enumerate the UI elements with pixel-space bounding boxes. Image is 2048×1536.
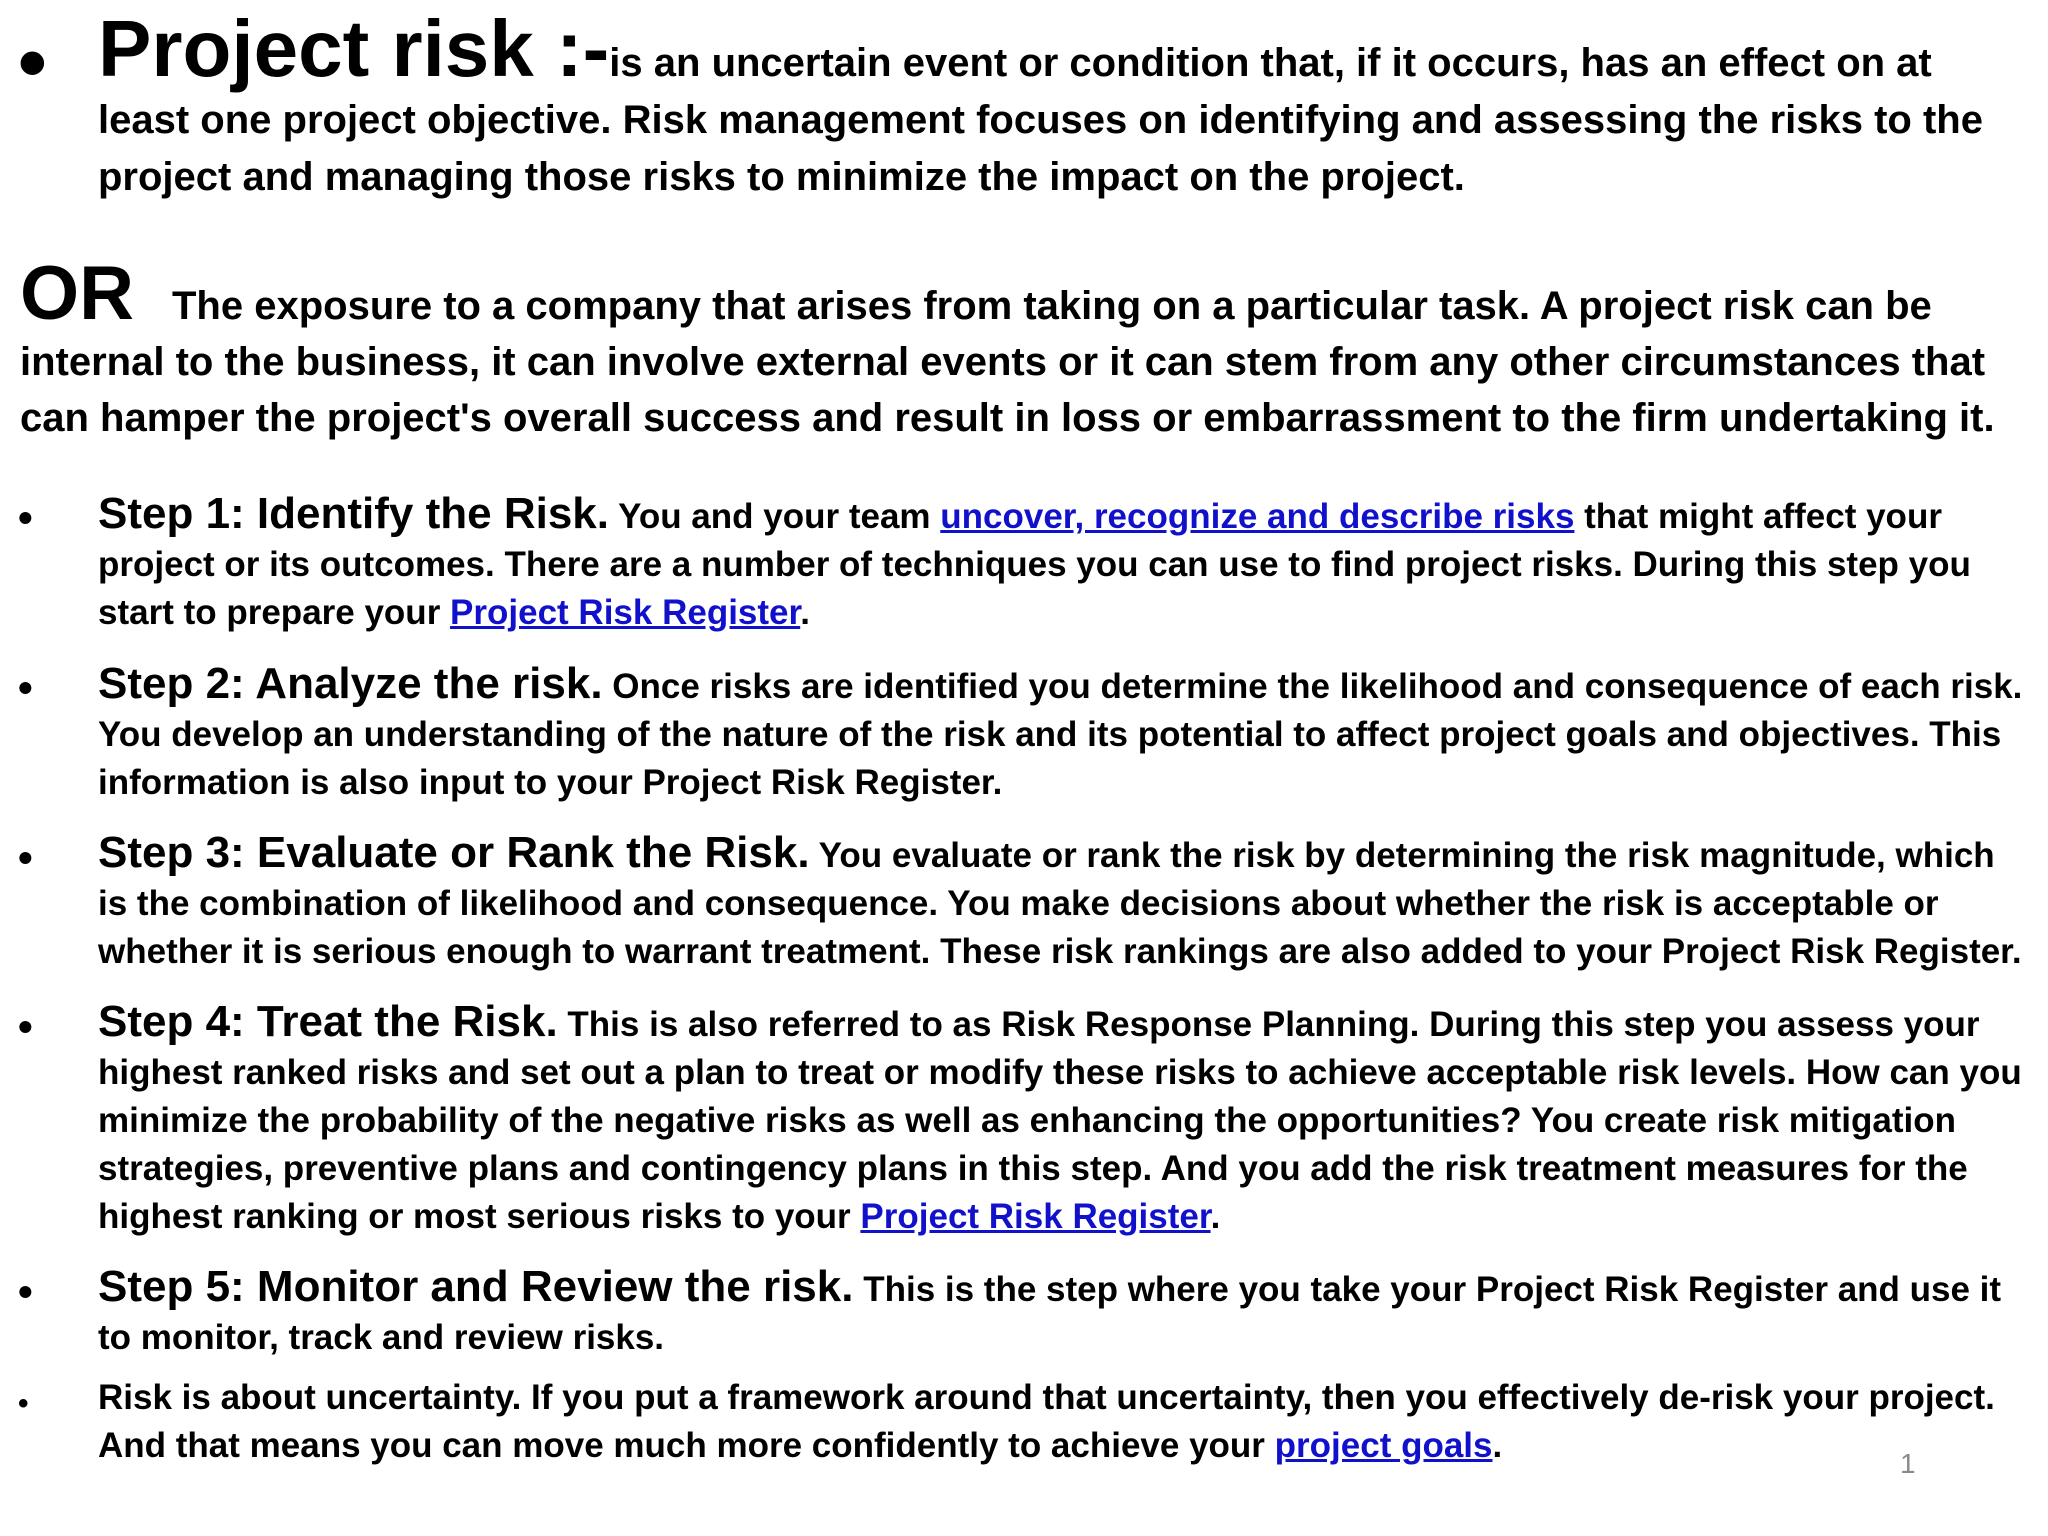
step-5-bullet: • xyxy=(18,1268,33,1315)
intro-bullet: • xyxy=(18,17,47,108)
step-4-bullet: • xyxy=(18,1003,33,1050)
step-4-text-after: . xyxy=(1210,1197,1221,1236)
step-3-text: You evaluate or rank the risk by determining the risk magnitude, which is the combination of likelihood and consequence. You make decisions about whether the risk is acceptable or whether it is serious enough to warrant treatment. These risk rankings are also added to your Project Risk Register. xyxy=(98,836,2022,971)
step-1-text-after: . xyxy=(800,593,810,632)
project-goals-link[interactable]: project goals xyxy=(1274,1426,1493,1465)
closing-bullet: • xyxy=(18,1387,29,1420)
step-3-paragraph xyxy=(98,829,2028,976)
page-number: 1 xyxy=(1900,1448,1916,1479)
step-1-title: Step 1: Identify the Risk. xyxy=(98,489,609,538)
step-1-bullet: • xyxy=(18,494,33,541)
step-5-text: This is the step where you take your Project Risk Register and use it to monitor, track and review risks. xyxy=(98,1270,2002,1357)
step-2-paragraph xyxy=(98,660,2028,807)
closing-paragraph xyxy=(98,1374,2028,1470)
intro-paragraph xyxy=(98,4,2028,206)
step-1-paragraph xyxy=(98,490,2028,637)
step-1-text-before: You and your team xyxy=(608,497,941,536)
project-risk-term: Project risk :- xyxy=(98,4,610,93)
project-risk-definition: is an uncertain event or condition that, if it occurs, has an effect on at least one project objective. Risk management focuses on identifying and assessing the risks to the project and managing those risks to minimize the impact on the project. xyxy=(98,41,1983,199)
or-paragraph-text: The exposure to a company that arises from taking on a particular task. A project risk can be internal to the business, it can involve external events or it can stem from any other circumstances that can hamper the project's overall success and result in loss or embarrassment to the firm undertaking it. xyxy=(20,284,1995,440)
step-4-text-before: This is also referred to as Risk Response Planning. During this step you assess your highest ranked risks and set out a plan to treat or modify these risks to achieve acceptable risk levels. How can you minimize the probability of the negative risks as well as enhancing the opportunities? You create risk mitigation strategies, preventive plans and contingency plans in this step. And you add the risk treatment measures for the highest ranking or most serious risks to your xyxy=(98,1005,2022,1236)
step-5-paragraph xyxy=(98,1263,2028,1362)
step-3-bullet: • xyxy=(18,834,33,881)
uncover-risks-link[interactable]: uncover, recognize and describe risks xyxy=(940,497,1575,536)
project-risk-register-link-1[interactable]: Project Risk Register xyxy=(450,593,801,632)
closing-text-before: Risk is about uncertainty. If you put a framework around that uncertainty, then you effectively de-risk your project. And that means you can move much more confidently to achieve your xyxy=(98,1378,1995,1465)
closing-text-after: . xyxy=(1492,1426,1503,1465)
step-3-title: Step 3: Evaluate or Rank the Risk. xyxy=(98,828,810,877)
step-4-paragraph xyxy=(98,998,2028,1241)
step-4-title: Step 4: Treat the Risk. xyxy=(98,997,558,1046)
or-word: OR xyxy=(20,251,134,336)
step-2-bullet: • xyxy=(18,664,33,711)
step-2-title: Step 2: Analyze the risk. xyxy=(98,659,603,708)
step-5-title: Step 5: Monitor and Review the risk. xyxy=(98,1262,854,1311)
step-1-text-middle: that might affect your project or its outcomes. There are a number of techniques you can use to find project risks. During this step you start to prepare your xyxy=(98,497,1971,632)
step-2-text: Once risks are identified you determine the likelihood and consequence of each risk. You develop an understanding of the nature of the risk and its potential to affect project goals and objectives. This information is also input to your Project Risk Register. xyxy=(98,667,2023,802)
or-paragraph xyxy=(20,251,2030,446)
project-risk-register-link-2[interactable]: Project Risk Register xyxy=(860,1197,1211,1236)
